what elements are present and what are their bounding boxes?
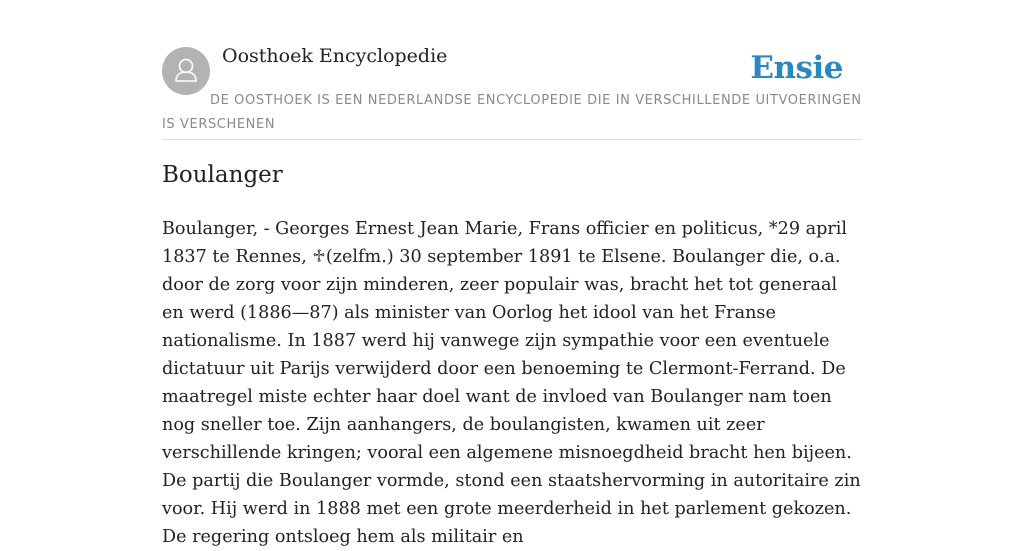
user-avatar-icon[interactable] [162,47,210,95]
brand-logo[interactable]: Ensie [750,50,843,86]
article-body: Boulanger, - Georges Ernest Jean Marie, Frans officier en politicus, *29 april 1837 te Rennes, ♱(zelfm.) 30 september 1891 te Elsene. Boulanger die, o.a. door de zorg voor zijn minderen, zeer populair was, bracht het tot generaal en werd (1886—87) als minister van Oorlog het idool van het Franse nationalisme. In 1887 werd hij vanwege zijn sympathie voor een eventuele dictatuur uit Parijs verwijderd door een benoeming te Clermont-Ferrand. De maatregel miste echter haar doel want de invloed van Boulanger nam toen nog sneller toe. Zijn aanhangers, de boulangisten, kwamen uit zeer verschillende kringen; vooral een algemene misnoegdheid bracht hen bijeen. De partij die Boulanger vormde, stond een staatshervorming in autoritaire zin voor. Hij werd in 1888 met een grote meerderheid in het parlement gekozen. De regering ontsloeg hem als militair en [162,219,861,547]
article-title: Boulanger [162,162,283,188]
site-title[interactable]: Oosthoek Encyclopedie [222,45,448,67]
page-container [162,0,862,547]
site-tagline: DE OOSTHOEK IS EEN NEDERLANDSE ENCYCLOPEDIE DIE IN VERSCHILLENDE UITVOERINGEN IS VERSCHENEN [162,93,862,132]
site-header [162,0,862,140]
